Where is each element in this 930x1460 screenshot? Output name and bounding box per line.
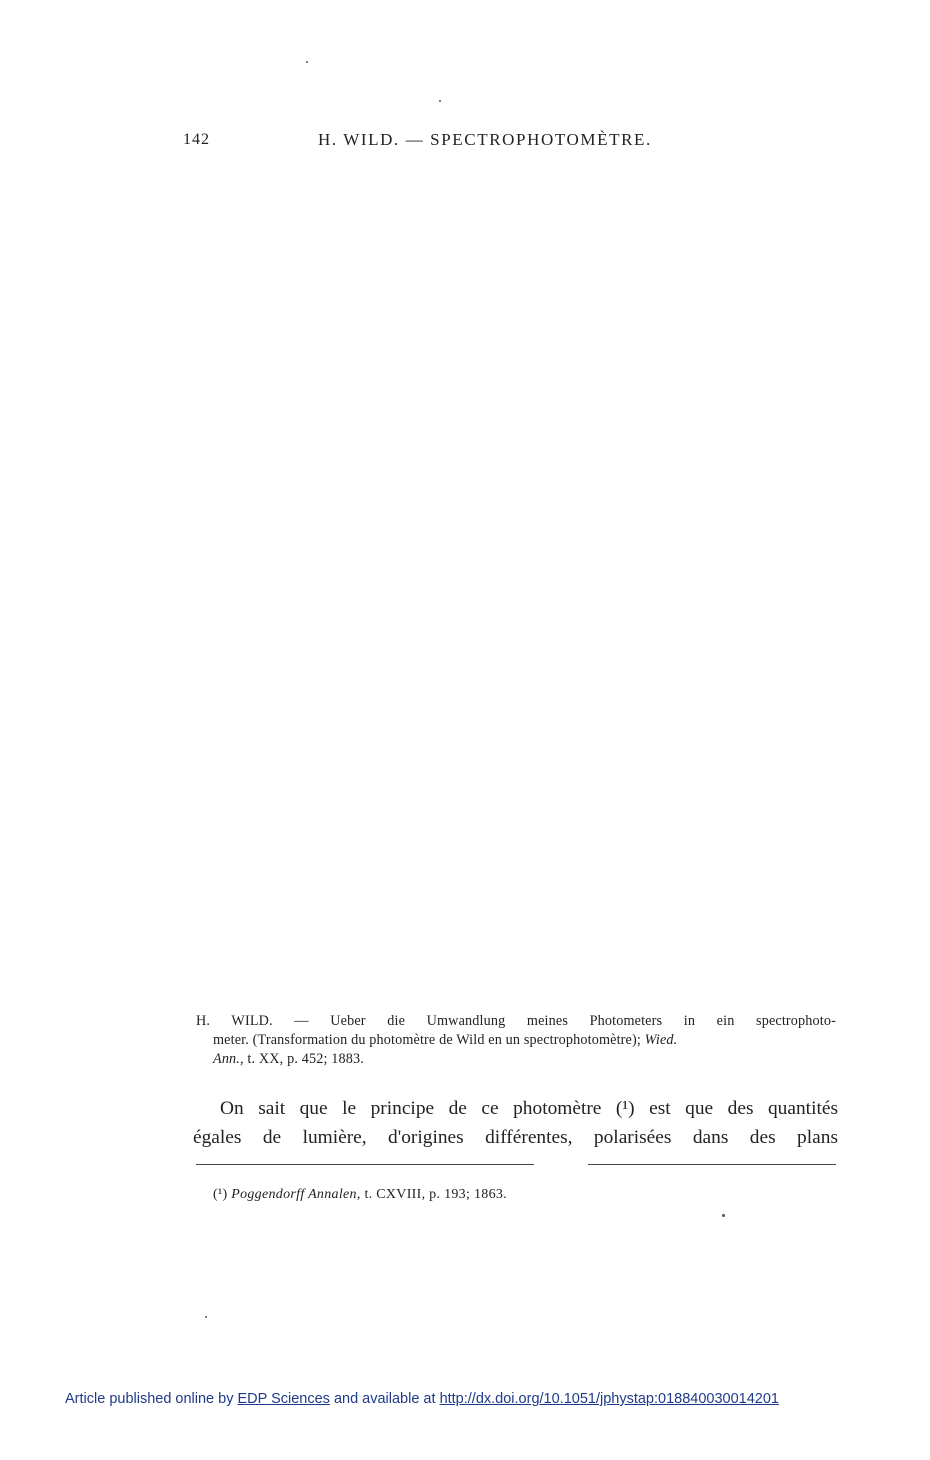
reference-author: H. WILD. [196,1013,273,1029]
reference-title: Ueber die Umwandlung meines Photometers in ein spectrophoto- [330,1013,836,1029]
scan-speck [306,61,308,63]
body-line-1: On sait que le principe de ce photomètre (¹) est que des quantités [220,1098,838,1119]
footnote [213,1187,507,1203]
reference-line-2: meter. (Transformation du photomètre de Wild en un spectrophotomètre); Wied. [213,1032,678,1048]
publisher-link[interactable]: EDP Sciences [237,1391,330,1407]
scan-speck [439,100,441,102]
publisher-bar: Article published online by EDP Sciences and available at http://dx.doi.org/10.1051/jphystap:018840030014201 [65,1391,779,1407]
running-head: H. WILD. — SPECTROPHOTOMÈTRE. [318,130,652,149]
footnote-separator [588,1164,836,1165]
body-line-2: égales de lumière, d'origines différentes, polarisées dans des plans [193,1127,838,1148]
body-paragraph [193,1094,838,1152]
page-number: 142 [183,131,210,148]
bibliographic-reference [196,1012,836,1069]
footnote-journal: Poggendorff Annalen, [231,1187,361,1202]
footnote-marker: (¹) [213,1187,232,1202]
doi-link[interactable]: http://dx.doi.org/10.1051/jphystap:018840030014201 [439,1391,779,1407]
scan-speck [722,1214,725,1217]
reference-line-1: H. WILD. — Ueber die Umwandlung meines Photometers in ein spectrophoto- [196,1013,836,1029]
reference-line-3: Ann., t. XX, p. 452; 1883. [213,1051,364,1067]
reference-journal: Wied. [644,1032,678,1048]
scan-speck [205,1316,207,1318]
reference-details: t. XX, p. 452; 1883. [243,1051,364,1067]
footnote-separator [196,1164,534,1165]
footnote-details: t. CXVIII, p. 193; 1863. [360,1187,507,1202]
